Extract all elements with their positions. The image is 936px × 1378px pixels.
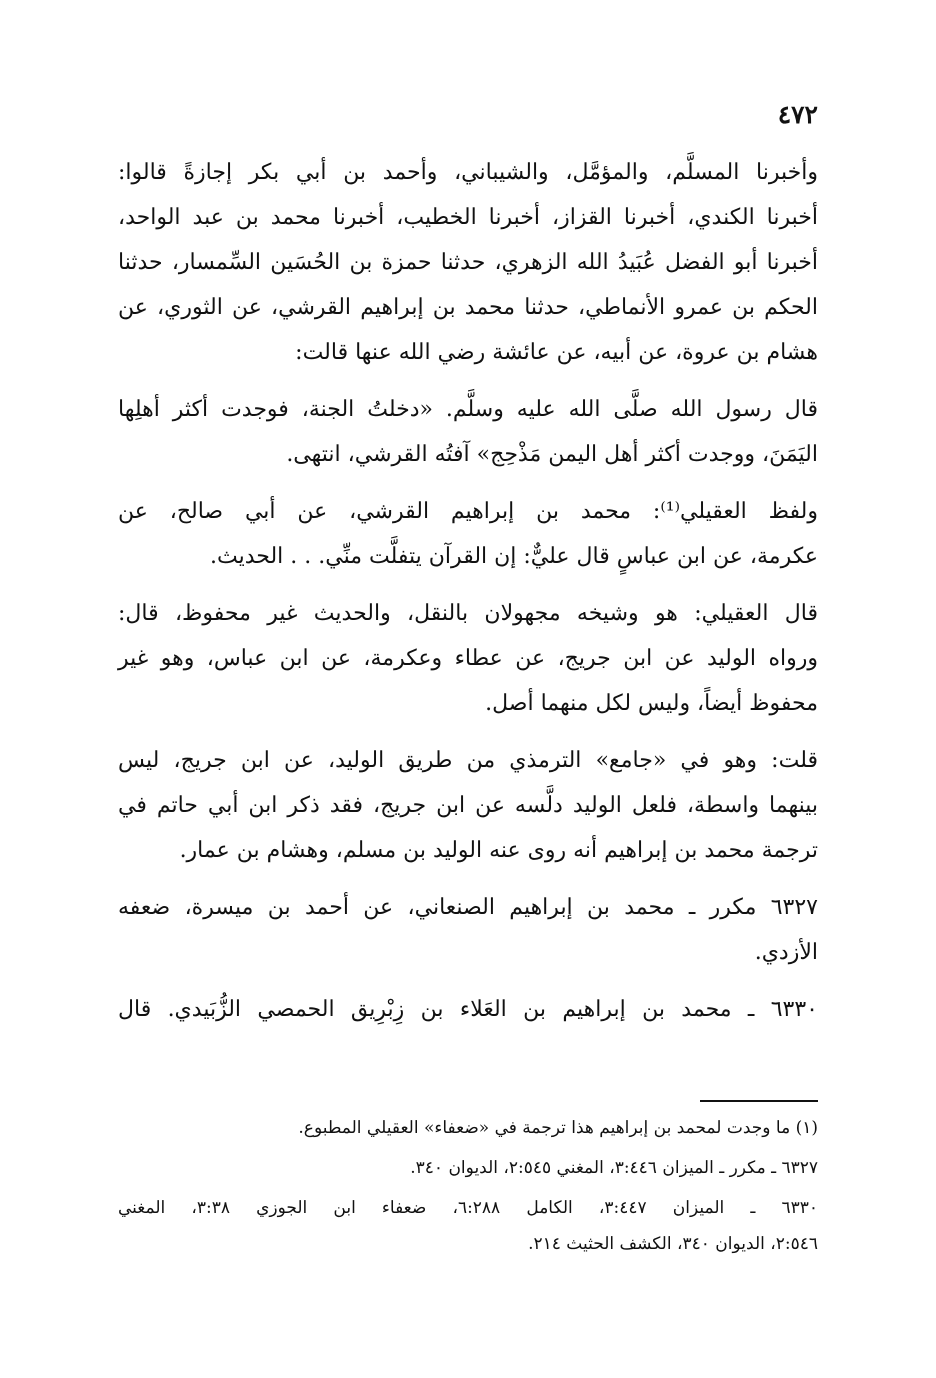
text-line: اليَمَنَ، ووجدت أكثر أهل اليمن مَذْحِج» آفتُه القرشي، انتهى. bbox=[286, 442, 818, 467]
text-line: بينهما واسطة، فلعل الوليد دلَّسه عن ابن جريج، فقد ذكر ابن أبي حاتم في bbox=[118, 793, 818, 818]
footnote-line: ٦٣٣٠ ـ الميزان ٣:٤٤٧، الكامل ٦:٢٨٨، ضعفاء ابن الجوزي ٣:٣٨، المغني bbox=[118, 1198, 818, 1218]
footnote-line: (١) ما وجدت لمحمد بن إبراهيم هذا ترجمة في «ضعفاء» العقيلي المطبوع. bbox=[298, 1118, 818, 1138]
footnote-divider bbox=[700, 1100, 818, 1102]
main-text bbox=[118, 150, 818, 1044]
entry-6330 bbox=[118, 987, 818, 1032]
entry-6327 bbox=[118, 885, 818, 975]
text-line: الحكم بن عمرو الأنماطي، حدثنا محمد بن إبراهيم القرشي، عن الثوري، عن bbox=[118, 295, 818, 320]
text-line: أخبرنا أبو الفضل عُبَيدُ الله الزهري، حدثنا حمزة بن الحُسَين السِّمسار، حدثنا bbox=[118, 250, 818, 275]
paragraph-hadith bbox=[118, 387, 818, 477]
footnotes bbox=[118, 1110, 818, 1266]
paragraph-uqayli-wording bbox=[118, 489, 818, 579]
footnote-1 bbox=[118, 1110, 818, 1146]
footnote-6330 bbox=[118, 1190, 818, 1262]
text-line: ولفظ العقيلي⁽¹⁾: محمد بن إبراهيم القرشي، عن أبي صالح، عن bbox=[118, 499, 818, 524]
paragraph-author-note bbox=[118, 738, 818, 873]
page-number: ٤٧٢ bbox=[777, 100, 818, 129]
text-line: وأخبرنا المسلَّم، والمؤمَّل، والشيباني، وأحمد بن أبي بكر إجازةً قالوا: bbox=[118, 160, 818, 185]
text-line: الأزدي. bbox=[754, 940, 818, 965]
footnote-6327 bbox=[118, 1150, 818, 1186]
text-line: أخبرنا الكندي، أخبرنا القزاز، أخبرنا الخطيب، أخبرنا محمد بن عبد الواحد، bbox=[118, 205, 818, 230]
text-line: قال رسول الله صلَّى الله عليه وسلَّم. «دخلتُ الجنة، فوجدت أكثر أهلِها bbox=[118, 397, 818, 422]
footnote-line: ٢:٥٤٦، الديوان ٣٤٠، الكشف الحثيث ٢١٤. bbox=[528, 1234, 818, 1254]
text-line: ٦٣٣٠ ـ محمد بن إبراهيم بن العَلاء بن زِبْرِيق الحمصي الزُّبَيدي. قال bbox=[118, 997, 818, 1022]
text-line: محفوظ أيضاً، وليس لكل منهما أصل. bbox=[485, 691, 818, 716]
text-line: هشام بن عروة، عن أبيه، عن عائشة رضي الله عنها قالت: bbox=[295, 340, 818, 365]
paragraph-uqayli-verdict bbox=[118, 591, 818, 726]
text-line: قال العقيلي: هو وشيخه مجهولان بالنقل، والحديث غير محفوظ، قال: bbox=[118, 601, 818, 626]
footnote-line: ٦٣٢٧ ـ مكرر ـ الميزان ٣:٤٤٦، المغني ٢:٥٤٥، الديوان ٣٤٠. bbox=[410, 1158, 818, 1178]
text-line: قلت: وهو في «جامع» الترمذي من طريق الوليد، عن ابن جريج، ليس bbox=[118, 748, 818, 773]
text-line: ترجمة محمد بن إبراهيم أنه روى عنه الوليد بن مسلم، وهشام بن عمار. bbox=[179, 838, 818, 863]
text-line: ورواه الوليد عن ابن جريج، عن عطاء وعكرمة، عن ابن عباس، وهو غير bbox=[118, 646, 818, 671]
text-line: عكرمة، عن ابن عباسٍ قال عليٌّ: إن القرآن يتفلَّت منِّي. . . الحديث. bbox=[210, 544, 818, 569]
text-line: ٦٣٢٧ مكرر ـ محمد بن إبراهيم الصنعاني، عن أحمد بن ميسرة، ضعفه bbox=[118, 895, 818, 920]
paragraph-isnad bbox=[118, 150, 818, 375]
